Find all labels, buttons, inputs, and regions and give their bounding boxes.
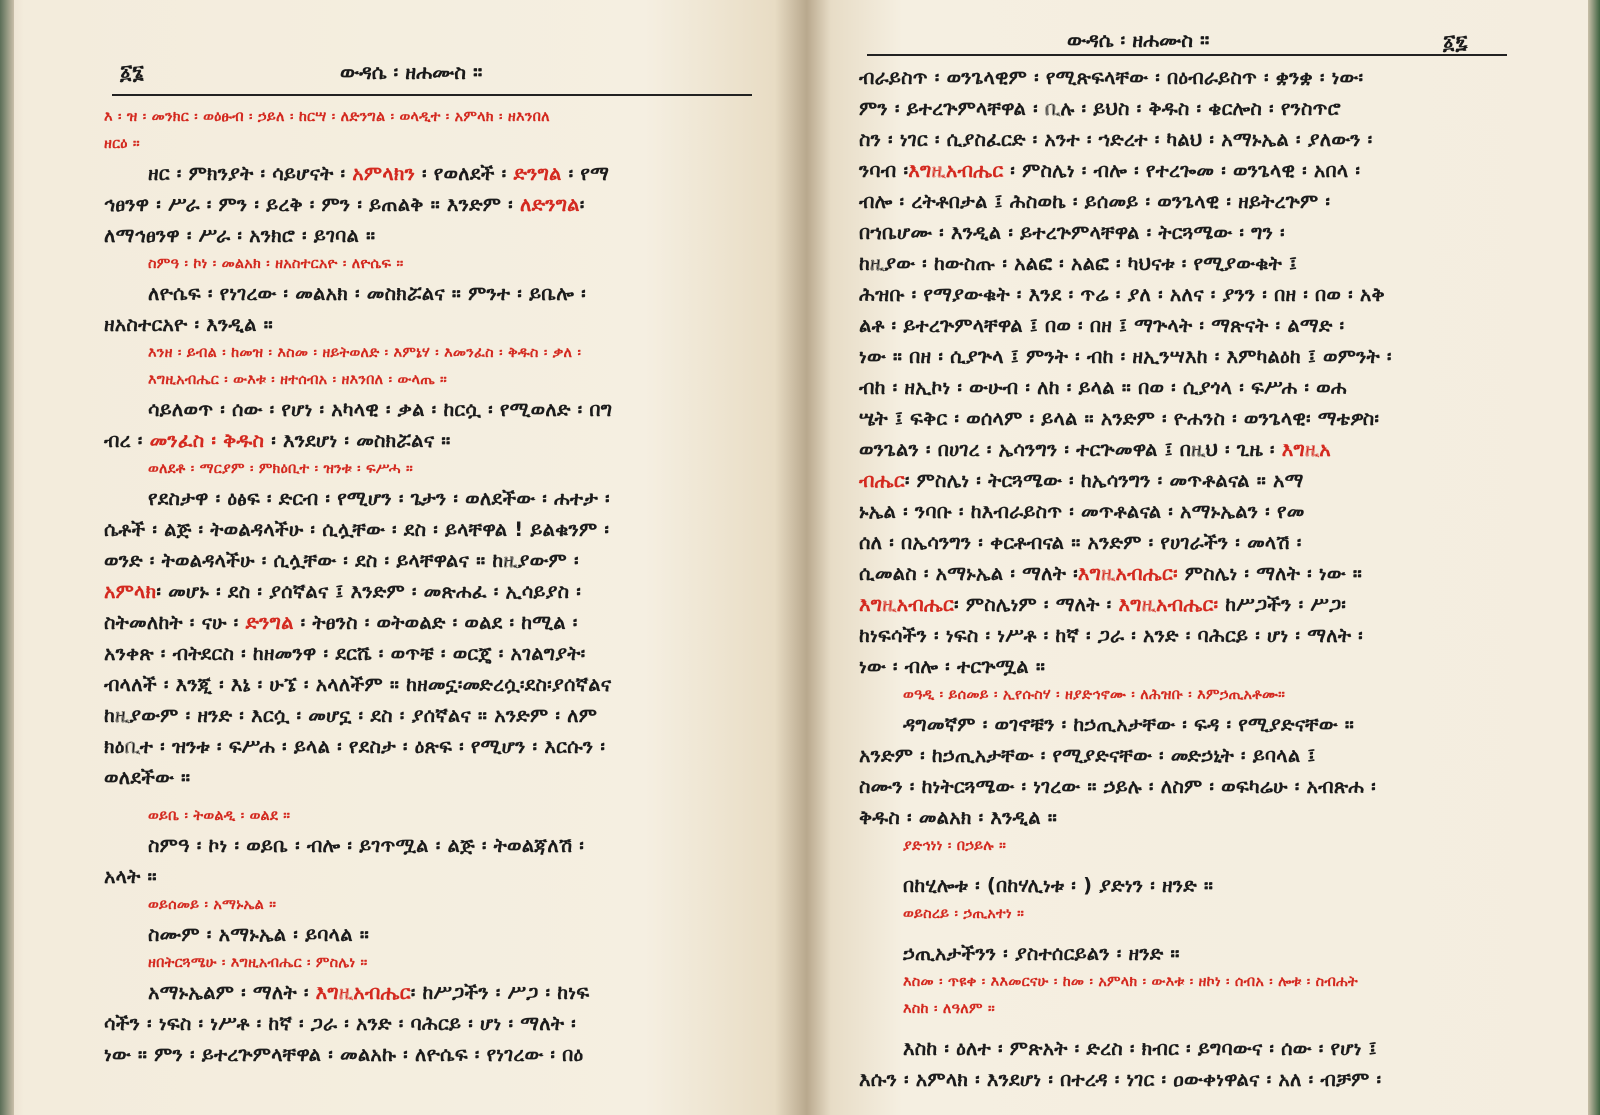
text-span: ወለደችው ። (104, 766, 191, 789)
left-page-body (104, 104, 764, 1070)
rubric-line (859, 996, 1539, 1023)
red-text-span: እንዘ ፡ ይብል ፡ ከመዝ ፡ እስመ ፡ ዘይትወለድ ፡ እምኔሃ ፡ እመንፈስ ፡ ቅዱስ ፡ ቃለ ፡ (148, 345, 582, 361)
text-line (104, 309, 764, 340)
rubric-line (104, 950, 764, 977)
text-line (104, 669, 764, 700)
text-span: በኀቤሆሙ ፡ እንዲል ፡ ይተረጕምላቸዋል ፡ ትርጓሜው ፡ ግን ፡ (859, 221, 1285, 244)
text-line (104, 919, 764, 950)
text-line (859, 771, 1539, 802)
red-text-span: እግዚአብሔር (908, 159, 1004, 182)
right-page-body (859, 62, 1539, 1095)
text-line (859, 496, 1539, 527)
rubric-line (859, 682, 1539, 709)
text-span: እስከ ፡ ዕለተ ፡ ምጽአት ፡ ድረስ ፡ ክብር ፡ ይግባውና ፡ ሰው ፡ የሆነ ፤ (903, 1037, 1377, 1060)
text-span: ፡ የወለደች ፡ (415, 162, 514, 185)
red-text-span: እግዚአብሔር (859, 593, 955, 616)
rubric-line (859, 833, 1539, 860)
red-text-span: ወለደቶ ፡ ማርያም ፡ ምክዕቢተ ፡ ዝንቱ ፡ ፍሥሓ ። (148, 461, 414, 477)
text-span: ፡ ምስሌነ ፡ ትርጓሜው ፡ ከኤሳንግን ፡ መጥቶልናል ። አማ (904, 469, 1304, 492)
text-line (859, 620, 1539, 651)
text-span: ንባብ ፡ (859, 159, 909, 182)
text-line (859, 310, 1539, 341)
right-page (807, 0, 1600, 1115)
red-text-span: ዘበትርጓሜሁ ፡ እግዚአብሔር ፡ ምስሌነ ። (148, 955, 368, 971)
text-span: ፡ እንደሆነ ፡ መስክሯልና ። (264, 429, 451, 452)
red-text-span: እግዚአብሔር፡ (1077, 562, 1178, 585)
text-span: ነው ። በዘ ፡ ሲያጕላ ፤ ምንት ፡ ብከ ፡ ዘኢንሣእከ ፡ እምካልዕከ ፤ ወምንት ፡ (859, 345, 1392, 368)
text-span: ሰለ ፡ በኤሳንግን ፡ ቀርቶብናል ። አንድም ፡ የሀገራችን ፡ መላሽ ፡ (859, 531, 1302, 554)
text-line (104, 1039, 764, 1070)
text-line (859, 248, 1539, 279)
text-line (104, 545, 764, 576)
text-span: ነው ፡ ብሎ ፡ ተርጕሟል ። (859, 655, 1046, 678)
text-line (859, 124, 1539, 155)
text-span: ለዮሴፍ ፡ የነገረው ፡ መልአክ ፡ መስክሯልና ። ምንተ ፡ ይቤሎ ፡ (148, 282, 586, 305)
text-span: ቅዱስ ፡ መልአክ ፡ እንዲል ። (859, 806, 1058, 829)
page-number-right: ፩፯ (1443, 30, 1468, 54)
text-line (104, 861, 764, 892)
red-text-span: እግዚአብሔር ፡ ውእቱ ፡ ዘተሰብአ ፡ ዘእንበለ ፡ ውላጤ ። (148, 372, 448, 388)
text-line (104, 638, 764, 669)
rubric-line (104, 340, 764, 367)
text-line (859, 93, 1539, 124)
book-edge-right (1588, 0, 1600, 1115)
text-line (104, 394, 764, 425)
text-line (859, 155, 1539, 186)
text-line (859, 279, 1539, 310)
text-line (104, 483, 764, 514)
text-line (859, 186, 1539, 217)
line-gap (104, 793, 764, 803)
text-line (859, 465, 1539, 496)
text-span: ፡ ትፀንስ ፡ ወትወልድ ፡ ወልደ ፡ ከሚል ፡ (293, 611, 578, 634)
text-span: ስሙን ፡ ከነትርጓሜው ፡ ነገረው ። ኃይሉ ፡ ለስም ፡ ወፍካሬሁ ፡ አብጽሐ ፡ (859, 775, 1376, 798)
rubric-line (104, 803, 764, 830)
red-text-span: ድንግል (245, 611, 294, 634)
text-line (104, 576, 764, 607)
red-text-span: ወይሰመይ ፡ አማኑኤል ። (148, 897, 277, 913)
text-span: ዘር ፡ ምክንያት ፡ ሳይሆናት ፡ (148, 162, 353, 185)
red-text-span: ወይቤ ፡ ትወልዲ ፡ ወልደ ። (148, 808, 291, 824)
text-line (104, 977, 764, 1008)
text-line (859, 527, 1539, 558)
text-line (859, 403, 1539, 434)
text-span: ሳችን ፡ ነፍስ ፡ ነሥቶ ፡ ከኛ ፡ ጋራ ፡ አንድ ፡ ባሕርይ ፡ ሆነ ፡ ማለት ፡ (104, 1012, 576, 1035)
text-line (104, 607, 764, 638)
red-text-span: አምላክን (352, 162, 416, 185)
text-line (859, 217, 1539, 248)
text-span: አላት ። (104, 865, 157, 888)
rubric-line (859, 901, 1539, 928)
text-line (104, 278, 764, 309)
red-text-span: እስከ ፡ ለዓለም ። (903, 1001, 995, 1017)
red-text-span: እግዚአብሔር፡ (1118, 593, 1219, 616)
red-text-span: ወዓዲ ፡ ይሰመይ ፡ ኢየሱስሃ ፡ ዘያድኅኖሙ ፡ ለሕዝቡ ፡ እምኃጢአቶሙ። (903, 687, 1286, 703)
page-number-left: ፩፮ (120, 60, 144, 84)
text-span: አማኑኤልም ፡ ማለት ፡ (148, 981, 316, 1004)
rubric-line (104, 892, 764, 919)
text-line (859, 870, 1539, 901)
rubric-line (104, 456, 764, 483)
text-span: ከዚያው ፡ ከውስጡ ፡ አልፎ ፡ አልፎ ፡ ካህናቱ ፡ የሚያውቁት ፤ (859, 252, 1298, 275)
text-span: ልቶ ፡ ይተረጕምላቸዋል ፤ በወ ፡ በዘ ፤ ማጕላት ፡ ማጽናት ፡ ልማድ ፡ (859, 314, 1345, 337)
text-span: የደስታዋ ፡ ዕፅፍ ፡ ድርብ ፡ የሚሆን ፡ ጌታን ፡ ወለደችው ፡ ሐተታ ፡ (148, 487, 610, 510)
text-line (859, 589, 1539, 620)
text-span: ስሙም ፡ አማኑኤል ፡ ይባላል ። (148, 923, 370, 946)
rubric-line (104, 104, 764, 131)
red-text-span: እስመ ፡ ጥዩቀ ፡ እእመርናሁ ፡ ከመ ፡ አምላክ ፡ ውእቱ ፡ ዘኮነ ፡ ሰብአ ፡ ሎቱ ፡ ስብሐት (903, 974, 1358, 990)
text-span: ስን ፡ ነገር ፡ ሲያስፈርድ ፡ አንተ ፡ ኀድረተ ፡ ካልህ ፡ አማኑኤል ፡ ያለውን ፡ (859, 128, 1373, 151)
text-span: ክዕቢተ ፡ ዝንቱ ፡ ፍሥሐ ፡ ይላል ፡ የደስታ ፡ ዕጽፍ ፡ የሚሆን ፡ እርሱን ፡ (104, 735, 606, 758)
text-span: ሲመልስ ፡ አማኑኤል ፡ ማለት ፡ (859, 562, 1078, 585)
text-span: ፡ (579, 193, 585, 216)
text-span: ከነፍሳችን ፡ ነፍስ ፡ ነሥቶ ፡ ከኛ ፡ ጋራ ፡ አንድ ፡ ባሕርይ ፡ ሆነ ፡ ማለት ፡ (859, 624, 1363, 647)
text-span: ብሎ ፡ ረትቶበታል ፤ ሕስወኬ ፡ ይሰመይ ፡ ወንጌላዊ ፡ ዘይትረጕም ፡ (859, 190, 1331, 213)
text-line (859, 1033, 1539, 1064)
text-line (104, 189, 764, 220)
line-gap (859, 1023, 1539, 1033)
line-gap (859, 860, 1539, 870)
running-header-left: ውዳሴ ፡ ዘሐሙስ ። (340, 60, 483, 84)
text-span: ኃጢአታችንን ፡ ያስተሰርይልን ፡ ዘንድ ። (903, 942, 1180, 965)
red-text-span: ያድኅነነ ፡ በኃይሉ ። (903, 838, 1007, 854)
red-text-span: ስምዓ ፡ ኮነ ፡ መልአክ ፡ ዘአስተርአዮ ፡ ለዮሴፍ ። (148, 256, 404, 272)
rubric-line (104, 367, 764, 394)
header-rule-right (867, 54, 1507, 56)
text-span: ኅፀንዋ ፡ ሥራ ፡ ምን ፡ ይረቅ ፡ ምን ፡ ይጠልቅ ። እንድም ፡ (104, 193, 520, 216)
text-line (859, 434, 1539, 465)
text-line (104, 220, 764, 251)
text-span: ሤት ፤ ፍቅር ፡ ወሰላም ፡ ይላል ። አንድም ፡ ዮሐንስ ፡ ወንጌላዊ፡ ማቴዎስ፡ (859, 407, 1380, 430)
red-text-span: ብሔር (859, 469, 905, 492)
rubric-line (104, 131, 764, 158)
text-span: ሕዝቡ ፡ የማያውቁት ፡ እንደ ፡ ጥሬ ፡ ያለ ፡ አለና ፡ ያንን ፡ በዘ ፡ በወ ፡ አቅ (859, 283, 1385, 306)
text-line (859, 802, 1539, 833)
text-span: ብረ ፡ (104, 429, 150, 452)
text-span: ብራይስጥ ፡ ወንጌላዊም ፡ የሚጽፍላቸው ፡ በዕብራይስጥ ፡ ቋንቋ ፡ ነው፡ (859, 66, 1364, 89)
red-text-span: ለድንግል (519, 193, 580, 216)
text-line (859, 709, 1539, 740)
text-span: ወንድ ፡ ትወልዳላችሁ ፡ ሲሏቸው ፡ ደስ ፡ ይላቸዋልና ። ከዚያውም ፡ (104, 549, 579, 572)
text-span: እሱን ፡ አምላክ ፡ እንደሆነ ፡ በተረዳ ፡ ነገር ፡ ዐውቀነዋልና ፡ አለ ፡ ብቻም ፡ (859, 1068, 1382, 1091)
header-rule-left (112, 94, 752, 96)
text-span: ኑኤል ፡ ንባቡ ፡ ከእብራይስጥ ፡ መጥቶልናል ፡ አማኑኤልን ፡ የመ (859, 500, 1305, 523)
text-line (104, 762, 764, 793)
red-text-span: ድንግል (513, 162, 562, 185)
red-text-span: እግዚአ (1281, 438, 1331, 461)
text-line (104, 1008, 764, 1039)
text-line (104, 425, 764, 456)
text-span: አንቀጽ ፡ ብትደርስ ፡ ከዘመንዋ ፡ ደርሼ ፡ ወጥቼ ፡ ወርጄ ፡ አገልግያት፡ (104, 642, 586, 665)
text-span: ሴቶች ፡ ልጅ ፡ ትወልዳላችሁ ፡ ሲሏቸው ፡ ደስ ፡ ይላቸዋል ! ይልቁንም ፡ (104, 518, 610, 541)
text-line (104, 830, 764, 861)
red-text-span: አምላክ (104, 580, 157, 603)
text-span: ምስሌነ ፡ ማለት ፡ ነው ። (1177, 562, 1363, 585)
text-span: አንድም ፡ ከኃጢአታቸው ፡ የሚያድናቸው ፡ መድኃኒት ፡ ይባላል ፤ (859, 744, 1316, 767)
text-line (104, 514, 764, 545)
text-span: ስትመለከት ፡ ናሁ ፡ (104, 611, 246, 634)
line-gap (859, 928, 1539, 938)
text-span: ሳይለወጥ ፡ ሰው ፡ የሆነ ፡ አካላዊ ፡ ቃል ፡ ከርሷ ፡ የሚወለድ ፡ በግ (148, 398, 613, 421)
rubric-line (104, 251, 764, 278)
text-span: ፡ የማ (561, 162, 610, 185)
text-span: ፡ ምስሌነም ፡ ማለት ፡ (954, 593, 1119, 616)
red-text-span: እግዚአብሔር (315, 981, 411, 1004)
red-text-span: ዘርዕ ። (104, 136, 140, 152)
text-line (104, 700, 764, 731)
text-line (859, 372, 1539, 403)
text-line (859, 938, 1539, 969)
text-span: ነው ። ምን ፡ ይተረጕምላቸዋል ፡ መልአኩ ፡ ለዮሴፍ ፡ የነገረው ፡ በዕ (104, 1043, 584, 1066)
text-span: ለማኅፀንዋ ፡ ሥራ ፡ አንክሮ ፡ ይገባል ። (104, 224, 376, 247)
text-line (104, 731, 764, 762)
book-edge-left (0, 0, 14, 1115)
text-span: ፡ ምስሌነ ፡ ብሎ ፡ የተረጐመ ፡ ወንጌላዊ ፡ አበላ ፡ (1003, 159, 1361, 182)
text-span: በከሂሎቱ ፡ (በከሃሊነቱ ፡ ) ያድነን ፡ ዘንድ ። (903, 874, 1214, 897)
text-span: ምን ፡ ይተረጕምላቸዋል ፡ ቢሉ ፡ ይህስ ፡ ቅዱስ ፡ ቄርሎስ ፡ የንስጥሮ (859, 97, 1341, 120)
text-line (859, 558, 1539, 589)
text-span: ከዚያውም ፡ ዘንድ ፡ እርሷ ፡ መሆኗ ፡ ደስ ፡ ያሰኛልና ። አንድም ፡ ለም (104, 704, 598, 727)
text-line (104, 158, 764, 189)
text-span: ስምዓ ፡ ኮነ ፡ ወይቤ ፡ ብሎ ፡ ይገጥሟል ፡ ልጅ ፡ ትወልጃለሽ ፡ (148, 834, 585, 857)
text-span: ብከ ፡ ዘኢኮነ ፡ ውሁብ ፡ ለከ ፡ ይላል ። በወ ፡ ሲያጎላ ፡ ፍሥሐ ፡ ወሐ (859, 376, 1347, 399)
rubric-line (859, 969, 1539, 996)
text-span: ዘአስተርአዮ ፡ እንዲል ። (104, 313, 273, 336)
text-span: ወንጌልን ፡ በሀገረ ፡ ኤሳንግን ፡ ተርጕመዋል ፤ በዚህ ፡ ጊዜ ፡ (859, 438, 1282, 461)
text-line (859, 62, 1539, 93)
text-span: ብላለች ፡ እንጂ ፡ እኔ ፡ ሁኜ ፡ አላለችም ። ከዘመኗ፡መድረሷ፡ደስ፡ያሰኛልና (104, 673, 612, 696)
text-span: ከሥጋችን ፡ ሥጋ፡ (1218, 593, 1347, 616)
text-span: ፡ መሆኑ ፡ ደስ ፡ ያሰኛልና ፤ እንድም ፡ መጽሐፈ ፡ ኢሳይያስ ፡ (156, 580, 582, 603)
red-text-span: ወይስረይ ፡ ኃጢአተነ ። (903, 906, 1025, 922)
running-header-right: ውዳሴ ፡ ዘሐሙስ ። (1067, 28, 1210, 52)
text-line (859, 1064, 1539, 1095)
red-text-span: እ ፡ ዝ ፡ መንክር ፡ ወዕፁብ ፡ ኃይለ ፡ ከርሣ ፡ ለድንግል ፡ ወላዲተ ፡ አምላክ ፡ ዘእንበለ (104, 109, 550, 125)
text-span: ዳግመኛም ፡ ወገኖቹን ፡ ከኃጢአታቸው ፡ ፍዳ ፡ የሚያድናቸው ። (903, 713, 1355, 736)
red-text-span: መንፈስ ፡ ቅዱስ (149, 429, 265, 452)
text-line (859, 341, 1539, 372)
text-span: ፡ ከሥጋችን ፡ ሥጋ ፡ ከነፍ (410, 981, 590, 1004)
text-line (859, 740, 1539, 771)
text-line (859, 651, 1539, 682)
